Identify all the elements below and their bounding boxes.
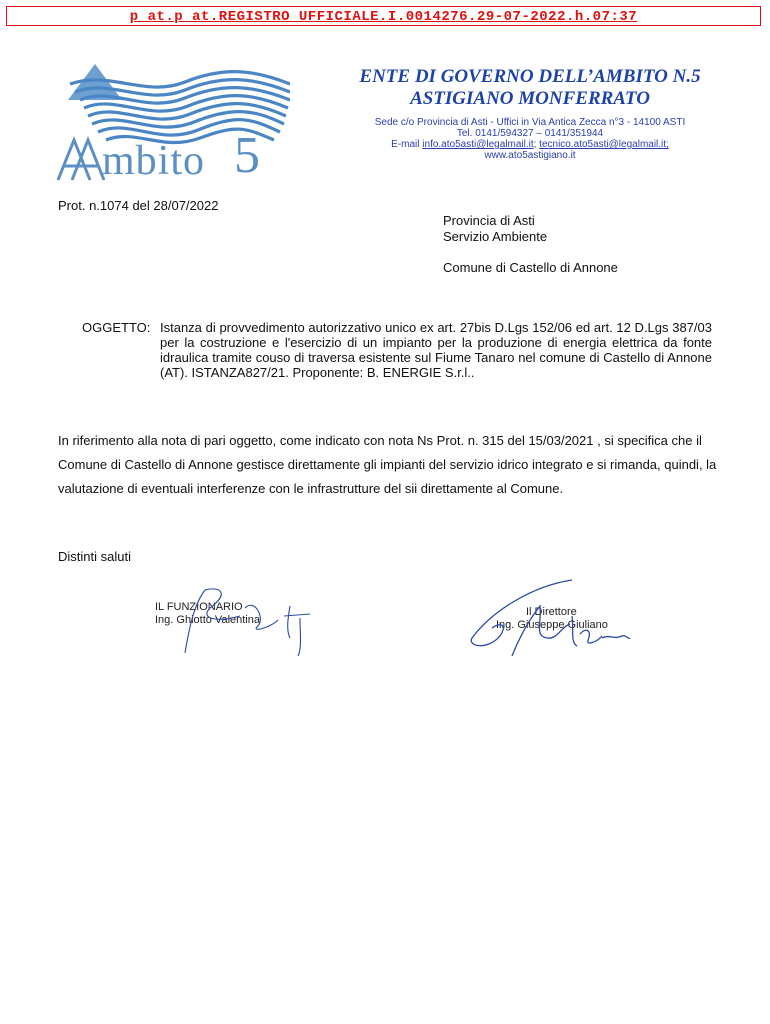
protocol-number: Prot. n.1074 del 28/07/2022	[58, 198, 219, 213]
email-prefix: E-mail	[391, 139, 423, 150]
recipient-line2: Servizio Ambiente	[443, 229, 548, 244]
address-line1: Sede c/o Provincia di Asti - Uffici in Via Antica Zecca n°3 - 14100 ASTI	[374, 117, 686, 128]
body-paragraph: In riferimento alla nota di pari oggetto, come indicato con nota Ns Prot. n. 315 del 15/03/2021 , si specifica che il Comune di Castello di Annone gestisce direttamente gli impianti del servizio idrico integrato e si rimanda, quindi, la valutazione di eventuali interferenze con le infrastrutture del sii direttamente al Comune.	[58, 433, 717, 496]
signature-right-name: Ing. Giuseppe Giuliano	[496, 619, 608, 631]
logo-word: mbito	[102, 138, 206, 184]
website-link[interactable]: www.ato5astigiano.it	[484, 150, 576, 161]
email-line	[300, 139, 760, 150]
signature-left-title: IL FUNZIONARIO	[155, 601, 243, 613]
protocol-stamp-text: p_at.p_at.REGISTRO UFFICIALE.I.0014276.29-07-2022.h.07:37	[129, 9, 638, 25]
recipient-line1: Provincia di Asti	[443, 213, 535, 228]
org-title-line2: ASTIGIANO MONFERRATO	[410, 88, 650, 109]
subject-text: Istanza di provvedimento autorizzativo unico ex art. 27bis D.Lgs 152/06 ed art. 12 D.Lgs 387/03 per la costruzione e l'esercizio di un impianto per la produzione di energia elettrica da fonte idraulica tramite couso di traversa esistente sul Fiume Tanaro nel comune di Castello di Annone (AT). ISTANZA827/21. Proponente: B. ENERGIE S.r.l..	[160, 320, 712, 380]
logo-number: 5	[234, 127, 260, 184]
recipient-line3: Comune di Castello di Annone	[443, 260, 618, 275]
protocol-stamp	[6, 6, 761, 26]
subject-label: OGGETTO:	[82, 320, 151, 335]
email-separator: ;	[533, 139, 540, 150]
address-line2: Tel. 0141/594327 – 0141/351944	[456, 128, 604, 139]
email-link-info[interactable]: info.ato5asti@legalmail.it	[422, 139, 534, 150]
closing-greeting: Distinti saluti	[58, 549, 131, 564]
signature-right-handwriting	[462, 576, 632, 660]
org-title-line1: ENTE DI GOVERNO DELL’AMBITO N.5	[359, 66, 701, 87]
signature-left-handwriting	[150, 578, 330, 658]
signature-left-name: Ing. Ghiotto Valentina	[155, 614, 260, 626]
signature-right-title: Il Direttore	[526, 606, 577, 618]
email-link-tecnico[interactable]: tecnico.ato5asti@legalmail.it;	[539, 139, 669, 150]
